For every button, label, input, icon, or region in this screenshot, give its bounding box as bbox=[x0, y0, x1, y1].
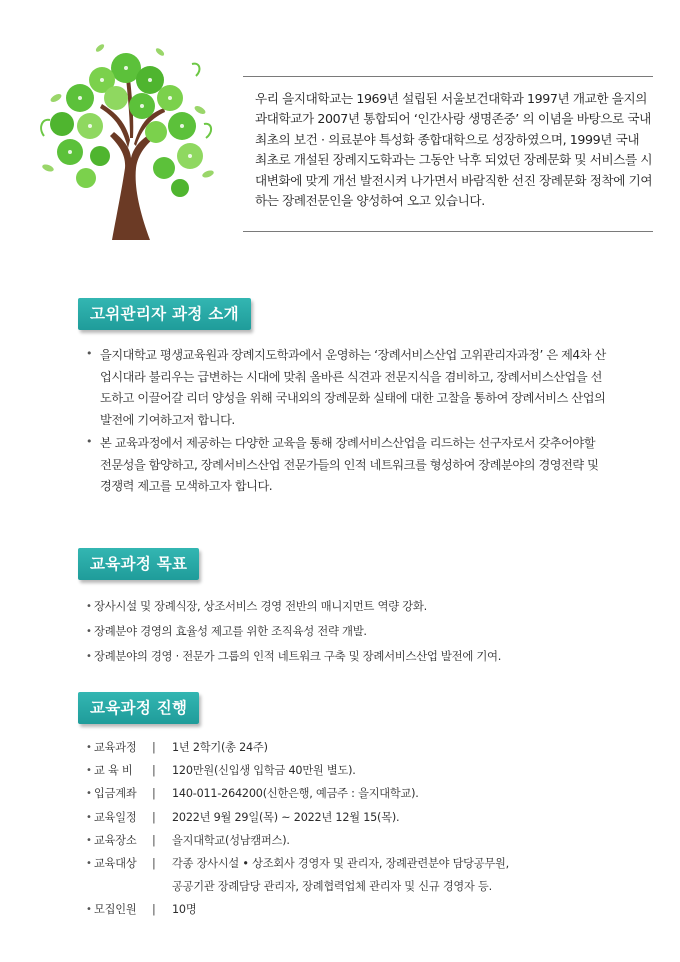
intro-paragraph: • 을지대학교 평생교육원과 장례지도학과에서 운영하는 ‘장례서비스산업 고위관리자과정’ 은 제4차 산업시대라 불리우는 급변하는 시대에 맞춰 올바른 식견과 전문지식을 겸비하고, 장례서비스산업을 선도하고 이끌어갈 리더 양성을 위해 국내외의 장례문화 실태에 대한 고찰을 통하여 장례서비스 산업의 발전에 기여하고저 합니다. bbox=[86, 345, 606, 432]
progress-row bbox=[86, 759, 606, 782]
progress-table bbox=[86, 736, 606, 922]
row-value: 2022년 9월 29일(목) ~ 2022년 12월 15(목). bbox=[172, 810, 400, 824]
row-value: 1년 2학기(총 24주) bbox=[172, 741, 268, 754]
row-label: • 모집인원 bbox=[86, 898, 152, 921]
row-value-line: 공공기관 장례담당 관리자, 장례협력업체 관리자 및 신규 경영자 등. bbox=[172, 880, 492, 894]
row-separator: | bbox=[152, 833, 156, 847]
row-label: • 교 육 비 bbox=[86, 759, 152, 782]
goal-item: • 장례분야의 경영 · 전문가 그룹의 인적 네트워크 구축 및 장례서비스산업 발전에 기여. bbox=[86, 644, 606, 669]
row-separator: | bbox=[152, 741, 156, 754]
progress-row bbox=[86, 806, 606, 829]
row-label: • 교육일정 bbox=[86, 806, 152, 829]
section-title-intro: 고위관리자 과정 소개 bbox=[78, 298, 251, 330]
row-value: 120만원(신입생 입학금 40만원 별도). bbox=[172, 764, 356, 778]
row-value: 10명 bbox=[172, 903, 197, 917]
progress-row bbox=[86, 736, 606, 759]
row-separator: | bbox=[152, 903, 156, 917]
progress-row bbox=[86, 898, 606, 921]
intro-paragraph: • 본 교육과정에서 제공하는 다양한 교육을 통해 장례서비스산업을 리드하는 선구자로서 갖추어야할 전문성을 함양하고, 장례서비스산업 전문가들의 인적 네트워크를 형성하여 장례분야의 경영전략 및 경쟁력 제고를 모색하고자 합니다. bbox=[86, 433, 606, 498]
row-label: • 입금계좌 bbox=[86, 782, 152, 805]
row-value-line: 각종 장사시설 • 상조회사 경영자 및 관리자, 장례관련분야 담당공무원, bbox=[172, 857, 509, 871]
row-label: • 교육장소 bbox=[86, 829, 152, 852]
progress-row bbox=[86, 852, 606, 898]
section-title-goals: 교육과정 목표 bbox=[78, 548, 199, 580]
row-label: • 교육대상 bbox=[86, 852, 152, 898]
row-value: 을지대학교(성남캠퍼스). bbox=[172, 833, 290, 847]
section-intro-body bbox=[86, 345, 606, 499]
row-value bbox=[172, 852, 606, 898]
row-separator: | bbox=[152, 764, 156, 778]
goal-item: • 장례분야 경영의 효율성 제고를 위한 조직육성 전략 개발. bbox=[86, 619, 606, 644]
row-separator: | bbox=[152, 857, 156, 871]
row-value: 140-011-264200(신한은행, 예금주 : 을지대학교). bbox=[172, 787, 419, 801]
intro-text: 우리 을지대학교는 1969년 설립된 서울보건대학과 1997년 개교한 을지의과대학교가 2007년 통합되어 ‘인간사랑 생명존중’ 의 이념을 바탕으로 국내 최초의 보건 · 의료분야 특성화 종합대학으로 성장하였으며, 1999년 국내 최초로 개설된 장례지도학과는 그동안 낙후 되었던 장례문화 및 서비스를 시대변화에 맞게 개선 발전시켜 나가면서 바람직한 선진 장례문화 정착에 기여하는 장례전문인을 양성하여 오고 있습니다. bbox=[255, 91, 653, 209]
progress-row bbox=[86, 829, 606, 852]
row-separator: | bbox=[152, 787, 156, 801]
row-separator: | bbox=[152, 810, 156, 824]
progress-row bbox=[86, 782, 606, 805]
row-label: • 교육과정 bbox=[86, 736, 152, 759]
intro-box bbox=[243, 76, 653, 232]
goal-item: • 장사시설 및 장례식장, 상조서비스 경영 전반의 매니지먼트 역량 강화. bbox=[86, 594, 606, 619]
goals-list bbox=[86, 594, 606, 669]
section-title-progress: 교육과정 진행 bbox=[78, 692, 199, 724]
tree-illustration bbox=[30, 28, 220, 244]
